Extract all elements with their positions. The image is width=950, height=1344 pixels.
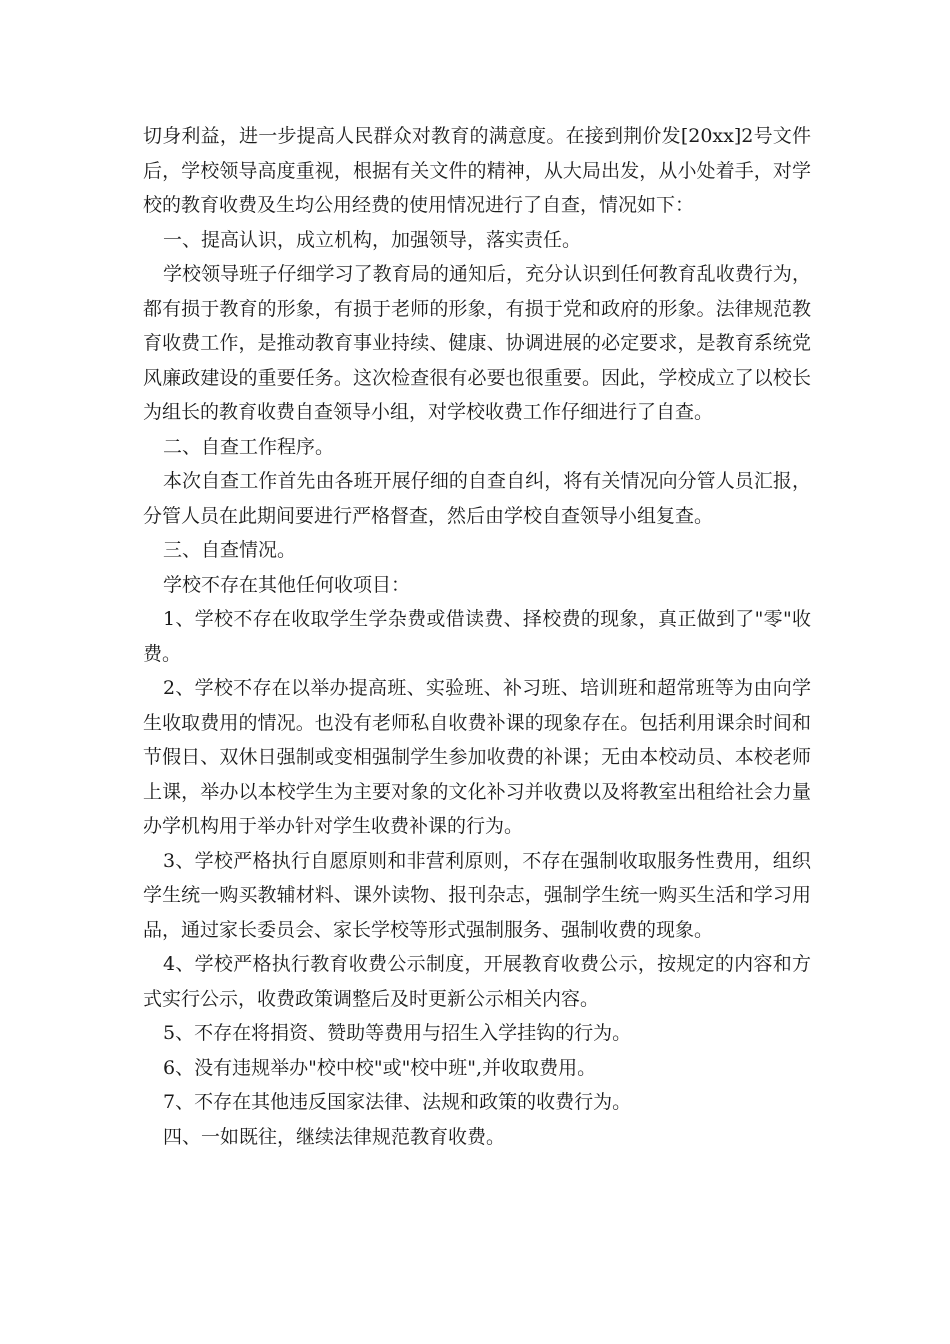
paragraph-section-2: 本次自查工作首先由各班开展仔细的自查自纠，将有关情况向分管人员汇报，分管人员在此期间要进行严格督查，然后由学校自查领导小组复查。 (143, 470, 811, 527)
list-item-1: 1、学校不存在收取学生学杂费或借读费、择校费的现象，真正做到了"零"收费。 (143, 608, 811, 665)
heading-section-4: 四、一如既往，继续法律规范教育收费。 (163, 1125, 506, 1148)
list-item-6: 6、没有违规举办"校中校"或"校中班",并收取费用。 (163, 1056, 597, 1079)
heading-section-1: 一、提高认识，成立机构，加强领导，落实责任。 (163, 228, 582, 251)
paragraph-section-1: 学校领导班子仔细学习了教育局的通知后，充分认识到任何教育乱收费行为，都有损于教育的形象，有损于老师的形象，有损于党和政府的形象。法律规范教育收费工作，是推动教育事业持续、健康、协调进展的必定要求，是教育系统党风廉政建设的重要任务。这次检查很有必要也很重要。因此，学校成立了以校长为组长的教育收费自查领导小组，对学校收费工作仔细进行了自查。 (143, 263, 811, 423)
list-item-7: 7、不存在其他违反国家法律、法规和政策的收费行为。 (163, 1091, 632, 1113)
list-item-2: 2、学校不存在以举办提高班、实验班、补习班、培训班和超常班等为由向学生收取费用的情况。也没有老师私自收费补课的现象存在。包括利用课余时间和节假日、双休日强制或变相强制学生参加收费的补课；无由本校动员、本校老师上课，举办以本校学生为主要对象的文化补习并收费以及将教室出租给社会力量办学机构用于举办针对学生收费补课的行为。 (143, 677, 811, 837)
list-item-3: 3、学校严格执行自愿原则和非营利原则，不存在强制收取服务性费用，组织学生统一购买教辅材料、课外读物、报刊杂志，强制学生统一购买生活和学习用品，通过家长委员会、家长学校等形式强制服务、强制收费的现象。 (143, 849, 811, 941)
document-body (143, 119, 811, 1154)
paragraph-intro: 切身利益，进一步提高人民群众对教育的满意度。在接到荆价发[20xx]2号文件后，学校领导高度重视，根据有关文件的精神，从大局出发，从小处着手，对学校的教育收费及生均公用经费的使用情况进行了自查，情况如下： (143, 125, 811, 216)
list-item-5: 5、不存在将捐资、赞助等费用与招生入学挂钩的行为。 (163, 1022, 632, 1044)
heading-section-3: 三、自查情况。 (163, 539, 297, 561)
heading-section-2: 二、自查工作程序。 (163, 435, 335, 458)
paragraph-section-3-lead: 学校不存在其他任何收项目： (163, 573, 411, 596)
list-item-4: 4、学校严格执行教育收费公示制度，开展教育收费公示，按规定的内容和方式实行公示，收费政策调整后及时更新公示相关内容。 (143, 953, 811, 1010)
